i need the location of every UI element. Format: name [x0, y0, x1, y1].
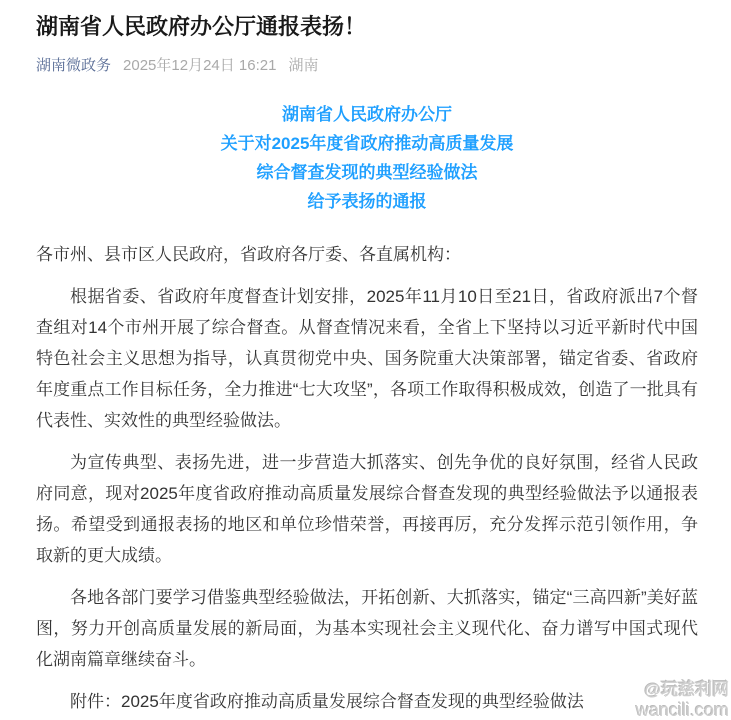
- body-paragraph-1: 根据省委、省政府年度督查计划安排，2025年11月10日至21日，省政府派出7个督查组对14个市州开展了综合督查。从督查情况来看，全省上下坚持以习近平新时代中国特色社会主义思想为指导，认真贯彻党中央、国务院重大决策部署，锚定省委、省政府年度重点工作目标任务，全力推进“七大攻坚”，各项工作取得积极成效，创造了一批具有代表性、实效性的典型经验做法。: [36, 287, 698, 430]
- publish-datetime: 2025年12月24日 16:21: [123, 57, 277, 74]
- salutation-line: 各市州、县市区人民政府，省政府各厅委、各直属机构：: [36, 245, 461, 264]
- body-paragraph-2: 为宣传典型、表扬先进，进一步营造大抓落实、创先争优的良好氛围，经省人民政府同意，现对2025年度省政府推动高质量发展综合督查发现的典型经验做法予以通报表扬。希望受到通报表扬的地区和单位珍惜荣誉，再接再厉，充分发挥示范引领作用，争取新的更大成绩。: [36, 453, 698, 565]
- watermark-url: wancili.com: [635, 700, 729, 720]
- document-heading-line-2: 关于对2025年度省政府推动高质量发展: [220, 134, 514, 153]
- account-name-link[interactable]: 湖南微政务: [36, 57, 112, 74]
- attachment-line: 附件：2025年度省政府推动高质量发展综合督查发现的典型经验做法: [70, 692, 584, 711]
- publish-region: 湖南: [288, 57, 319, 74]
- watermark-name: @玩慈利网: [644, 680, 729, 699]
- document-heading: [36, 100, 698, 216]
- document-heading-line-3: 综合督查发现的典型经验做法: [256, 163, 478, 182]
- document-heading-line-4: 给予表扬的通报: [307, 192, 427, 211]
- article-title: 湖南省人民政府办公厅通报表扬！: [36, 14, 367, 39]
- document-heading-line-1: 湖南省人民政府办公厅: [282, 105, 452, 124]
- byline: [36, 55, 698, 76]
- body-paragraph-3: 各地各部门要学习借鉴典型经验做法，开拓创新、大抓落实，锚定“三高四新”美好蓝图，努力开创高质量发展的新局面，为基本实现社会主义现代化、奋力谱写中国式现代化湖南篇章继续奋斗。: [36, 588, 698, 669]
